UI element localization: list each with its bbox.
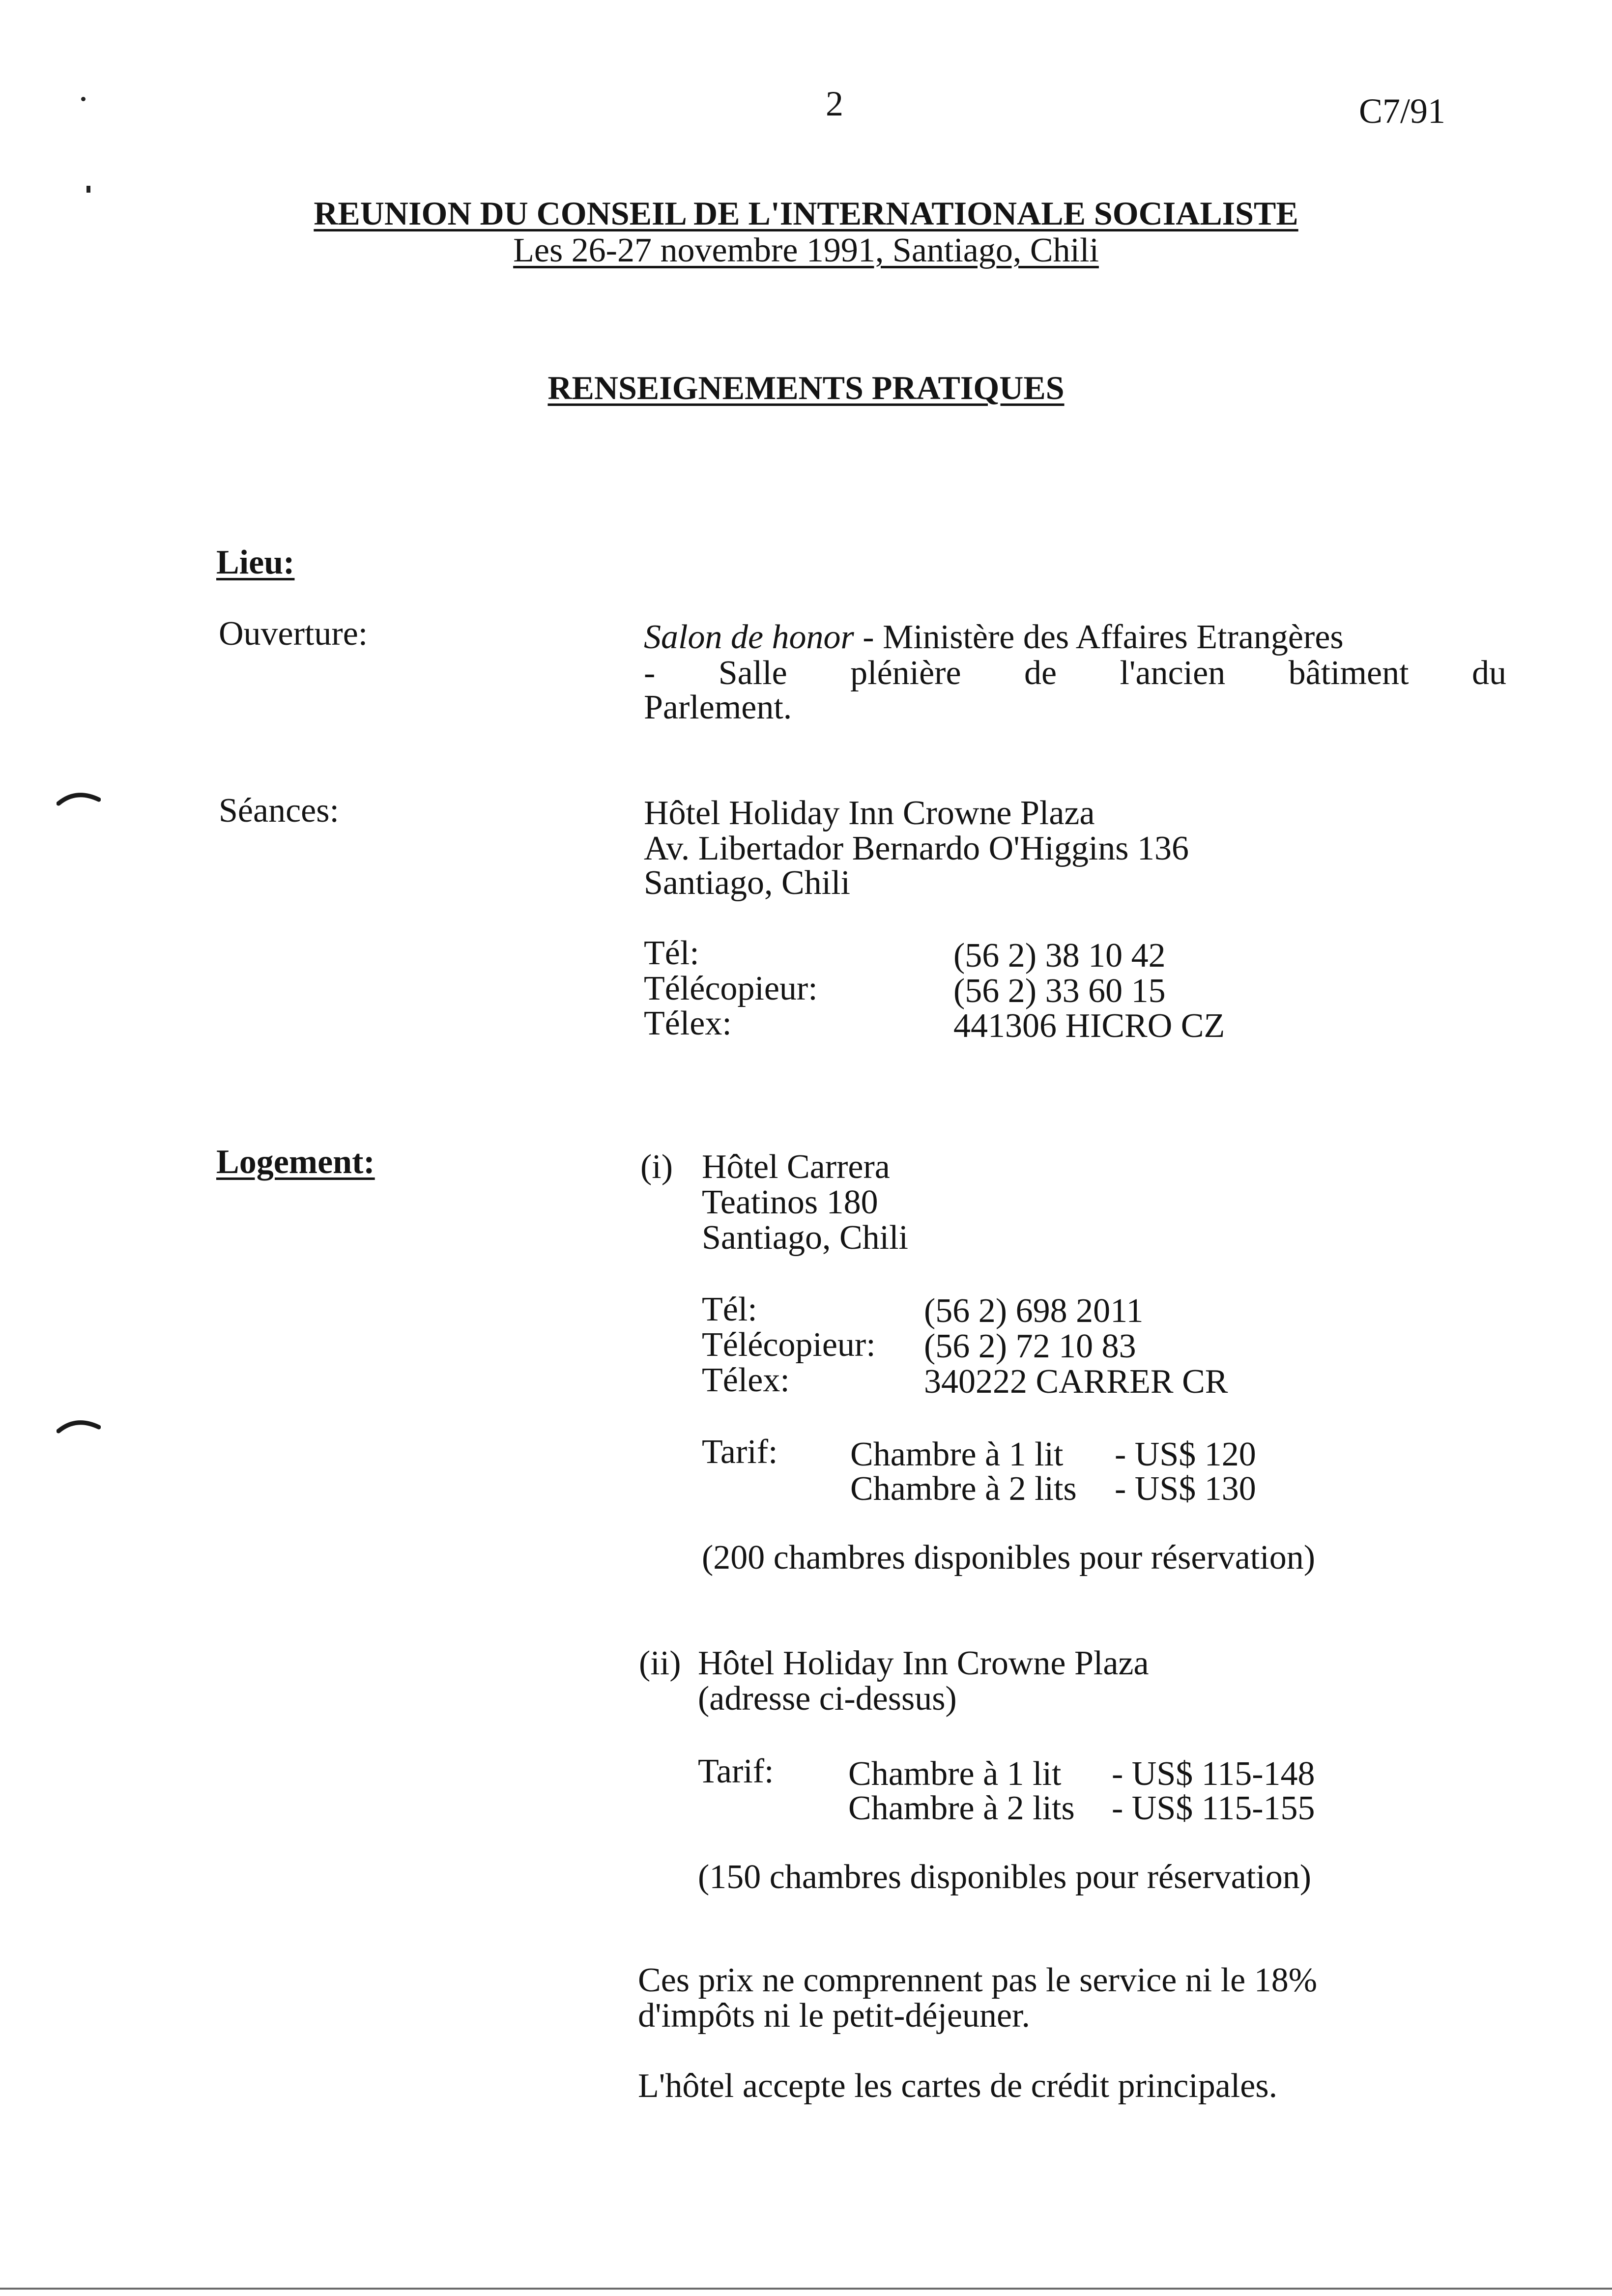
rate-price: - US$ 115-148 xyxy=(1112,1755,1315,1793)
seances-label: Séances: xyxy=(219,792,339,830)
hotel-2-address-line: (adresse ci-dessus) xyxy=(698,1680,957,1718)
tarif-label: Tarif: xyxy=(702,1433,778,1471)
contact-value: (56 2) 33 60 15 xyxy=(953,972,1166,1010)
contact-label: Télécopieur: xyxy=(644,970,818,1007)
hotel-1-address-line: Teatinos 180 xyxy=(702,1183,878,1221)
hotel-1-marker: (i) xyxy=(640,1148,673,1186)
contact-value: 441306 HICRO CZ xyxy=(953,1007,1225,1045)
page-number: 2 xyxy=(826,84,843,123)
hotel-2-marker: (ii) xyxy=(639,1644,681,1682)
rate-price: - US$ 115-155 xyxy=(1112,1789,1315,1827)
contact-value: 340222 CARRER CR xyxy=(924,1363,1228,1401)
contact-label: Télécopieur: xyxy=(702,1326,876,1364)
lieu-heading: Lieu: xyxy=(216,544,295,581)
rate-price: - US$ 120 xyxy=(1115,1435,1256,1473)
contact-value: (56 2) 72 10 83 xyxy=(924,1327,1136,1365)
ouverture-line-1 xyxy=(644,620,1344,655)
contact-label: Télex: xyxy=(644,1004,732,1042)
contact-label: Télex: xyxy=(702,1361,790,1399)
ouverture-line-3: Parlement. xyxy=(644,689,792,726)
note-line: Ces prix ne comprennent pas le service ni le 18% xyxy=(638,1961,1318,1999)
rate-room: Chambre à 2 lits xyxy=(850,1470,1077,1508)
hotel-2-availability: (150 chambres disponibles pour réservation) xyxy=(698,1858,1312,1896)
tarif-label: Tarif: xyxy=(698,1752,774,1790)
scan-speck xyxy=(86,186,90,193)
ouverture-label: Ouverture: xyxy=(219,615,368,653)
logement-heading: Logement: xyxy=(216,1143,375,1181)
ouverture-text-1: - Ministère des Affaires Etrangères xyxy=(863,618,1344,656)
rate-room: Chambre à 1 lit xyxy=(848,1755,1062,1793)
contact-value: (56 2) 38 10 42 xyxy=(953,937,1166,975)
hotel-1-address-line: Hôtel Carrera xyxy=(702,1148,890,1186)
seances-address-line: Hôtel Holiday Inn Crowne Plaza xyxy=(644,794,1095,832)
scan-speck xyxy=(81,97,86,101)
page-bottom-edge xyxy=(0,2288,1612,2290)
note-line: d'impôts ni le petit-déjeuner. xyxy=(638,1997,1030,2035)
seances-address-line: Santiago, Chili xyxy=(644,864,850,902)
rate-price: - US$ 130 xyxy=(1115,1470,1256,1508)
rate-room: Chambre à 2 lits xyxy=(848,1789,1075,1827)
meeting-subtitle: Les 26-27 novembre 1991, Santiago, Chili xyxy=(513,231,1099,269)
hotel-1-availability: (200 chambres disponibles pour réservation) xyxy=(702,1539,1316,1577)
hotel-2-address-line: Hôtel Holiday Inn Crowne Plaza xyxy=(698,1644,1149,1682)
contact-label: Tél: xyxy=(644,934,699,972)
contact-value: (56 2) 698 2011 xyxy=(924,1292,1144,1330)
ouverture-venue: Salon de honor xyxy=(644,618,854,656)
document-reference: C7/91 xyxy=(1359,91,1446,131)
meeting-title: REUNION DU CONSEIL DE L'INTERNATIONALE SOCIALISTE xyxy=(314,195,1298,232)
section-title: RENSEIGNEMENTS PRATIQUES xyxy=(547,369,1065,406)
note-line: L'hôtel accepte les cartes de crédit principales. xyxy=(638,2067,1278,2105)
hotel-1-address-line: Santiago, Chili xyxy=(702,1219,908,1257)
contact-label: Tél: xyxy=(702,1291,757,1328)
ouverture-line-2: - Salle plénière de l'ancien bâtiment du xyxy=(644,654,1506,692)
rate-room: Chambre à 1 lit xyxy=(850,1435,1064,1473)
punch-hole-mark xyxy=(57,789,101,806)
punch-hole-mark xyxy=(57,1416,101,1434)
seances-address-line: Av. Libertador Bernardo O'Higgins 136 xyxy=(644,830,1189,867)
